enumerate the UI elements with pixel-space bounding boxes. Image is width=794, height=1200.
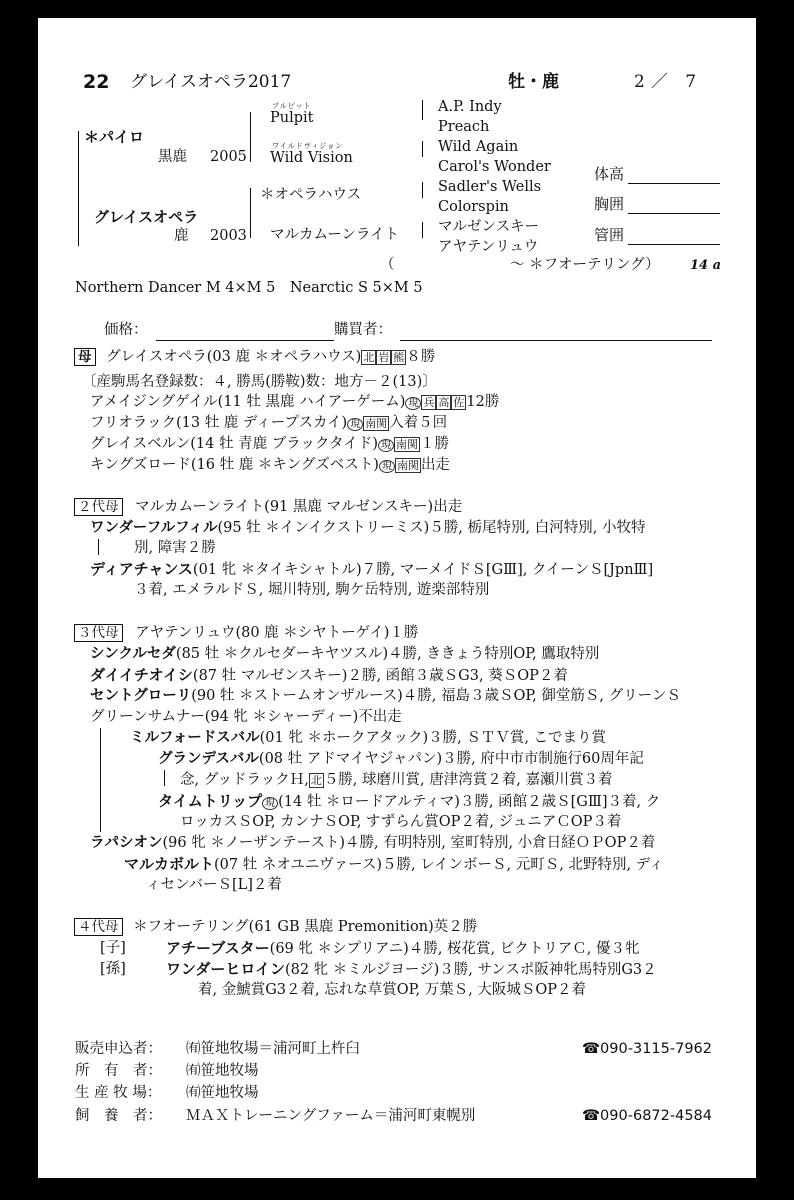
tree-line <box>164 770 165 786</box>
bracket-line <box>422 100 423 120</box>
bracket-line <box>422 141 423 157</box>
dam-color: 鹿 <box>174 228 189 244</box>
active-badge: 現 <box>379 460 395 473</box>
dam-section-head <box>74 348 435 367</box>
height-blank <box>628 183 720 184</box>
sibling-result: 出走 <box>420 457 450 473</box>
seller-label: 販売申込者： <box>75 1041 162 1057</box>
continued-line: ３着, エメラルドＳ, 堀川特別, 駒ケ岳特別, 遊楽部特別 <box>134 582 490 598</box>
catalog-page <box>38 18 756 1178</box>
sibling-entry <box>90 393 499 413</box>
descendant-record: (82 牝 ＊ミルジヨージ)３勝, サンスポ阪神牝馬特別G3２ <box>284 962 657 978</box>
sibling-text: グレイスベルン(14 牡 青鹿 ブラックタイド) <box>90 436 378 452</box>
buyer-label: 購買者： <box>334 322 392 338</box>
region-badge: 北 <box>310 774 322 787</box>
continued-line: 着, 金鯱賞G3２着, 忘れな草賞OP, 万葉Ｓ, 大阪城ＳOP２着 <box>198 982 587 998</box>
region-badge: 熊 <box>393 351 405 364</box>
region-badge: 北 <box>363 351 375 364</box>
family-number: 14 a <box>690 258 722 273</box>
dam-name: グレイスオペラ <box>94 208 199 226</box>
continued-record: ５勝, 球磨川賞, 唐津湾賞２着, 嘉瀬川賞３着 <box>323 772 613 788</box>
sibling-result: 入着５回 <box>389 415 448 431</box>
dam-wins: ８勝 <box>406 349 436 365</box>
sire-sire-ruby: プルピット <box>272 102 312 110</box>
tree-line <box>98 539 99 555</box>
region-badge: 南関 <box>365 417 388 430</box>
keeper-label: 飼 養 者： <box>75 1108 162 1124</box>
sire-color: 黒鹿 <box>158 149 187 165</box>
section-label: 母 <box>74 348 96 366</box>
descendant-name: グリーンサムナー <box>90 709 205 725</box>
inbreeding: Northern Dancer M 4×M 5 Nearctic S 5×M 5 <box>75 280 423 296</box>
owner-label: 所 有 者： <box>75 1063 162 1079</box>
active-badge: 現 <box>378 439 394 452</box>
breeder: ㈲笹地牧場 <box>186 1085 259 1101</box>
descendant-name: アチーブスター <box>166 939 270 957</box>
descendant-line <box>166 960 657 979</box>
price-label: 価格： <box>104 322 148 338</box>
descendant-name: ミルフォードスバル <box>130 730 260 746</box>
g3-1: A.P. Indy <box>438 99 502 115</box>
bracket-line <box>78 131 79 246</box>
sibling-text: アメイジングゲイル(11 牡 黒鹿 ハイアーゲーム) <box>90 394 406 410</box>
breeder-label: 生 産 牧 場： <box>75 1085 162 1101</box>
dam-line: グレイスオペラ(03 鹿 ＊オペラハウス) <box>106 349 362 365</box>
region-badge: 南関 <box>396 438 418 451</box>
owner: ㈲笹地牧場 <box>186 1063 259 1079</box>
descendant-record: (69 牝 ＊シプリアニ)４勝, 桜花賞, ビクトリアＣ, 優３牝 <box>269 941 640 957</box>
descendant-name: セントグローリ <box>90 688 192 704</box>
lot-number: 22 <box>83 71 110 93</box>
sire-name: ＊パイロ <box>84 128 145 146</box>
descendant-record: (96 牝 ＊ノーザンテースト)４勝, 有明特別, 室町特別, 小倉日経ＯＰOP２着 <box>162 835 656 851</box>
dam-sire: ＊オペラハウス <box>260 187 362 203</box>
sibling-entry <box>90 456 450 476</box>
descendant-name: マルカボルト <box>124 855 215 873</box>
g3-8: アヤテンリュウ <box>438 239 539 255</box>
sibling-entry <box>90 414 447 434</box>
girth-label: 胸囲 <box>594 195 625 213</box>
descendant-line <box>90 687 681 705</box>
descendant-record: (01 牝 ＊ホークアタック)３勝, ＳＴＶ賞, こでまり賞 <box>259 730 607 746</box>
third-dam-head <box>74 624 418 642</box>
continued-text: 念, グッドラックＨ, <box>180 772 309 788</box>
descendant-name: ダイイチオイシ <box>90 666 193 684</box>
second-dam-line: マルカムーンライト(91 黒鹿 マルゼンスキー)出走 <box>135 499 463 515</box>
g3-5: Sadler's Wells <box>438 179 542 195</box>
descendant-line <box>90 560 653 579</box>
sibling-text: キングズロード(16 牡 鹿 ＊キングズベスト) <box>90 457 379 473</box>
family-open: （ <box>380 257 395 273</box>
descendant-line <box>90 666 568 685</box>
descendant-record: (87 牡 マルゼンスキー)２勝, 函館３歳ＳG3, 葵ＳOP２着 <box>192 668 568 684</box>
cannon-blank <box>628 244 720 245</box>
sire-dam: Wild Vision <box>270 150 353 166</box>
sibling-entry <box>90 435 449 455</box>
family-line: ～ ＊フオーテリング） <box>510 257 660 273</box>
region-badge: 岩 <box>378 351 390 364</box>
descendant-record: (01 牝 ＊タイキシャトル)７勝, マーメイドＳ[GⅢ], クイーンＳ[JpnⅢ] <box>192 562 654 578</box>
sibling-result: １勝 <box>420 436 449 452</box>
sire-sire: Pulpit <box>270 110 314 126</box>
descendant-line <box>90 519 645 537</box>
section-label: ４代母 <box>74 918 123 936</box>
sibling-result: 12勝 <box>466 394 500 410</box>
descendant-line <box>158 750 644 768</box>
seller: ㈲笹地牧場＝浦河町上杵臼 <box>186 1041 360 1057</box>
g3-4: Carol's Wonder <box>438 159 551 175</box>
descendant-name: シンクルセダ <box>90 646 176 662</box>
descendant-line <box>130 729 606 747</box>
sex-color: 牡・鹿 <box>508 72 559 92</box>
descendant-record: (95 牡 ＊インイクストリーミス)５勝, 栃尾特別, 白河特別, 小牧特 <box>217 520 646 536</box>
foaling-date: 2／ 7 <box>634 72 703 92</box>
bracket-line <box>422 182 423 198</box>
descendant-record: (85 牡 ＊クルセダーキヤツスル)４勝, ききょう特別OP, 鷹取特別 <box>175 646 600 662</box>
bracket-line <box>250 112 251 162</box>
descendant-record: (90 牡 ＊ストームオンザルース)４勝, 福島３歳ＳOP, 御堂筋Ｓ, グリーンＳ <box>191 688 681 704</box>
girth-blank <box>628 213 720 214</box>
active-badge: 現 <box>405 397 421 410</box>
descendant-name: ワンダーヒロイン <box>166 960 285 978</box>
grandchild-tag: [孫] <box>100 961 126 977</box>
dam-dam: マルカムーンライト <box>270 227 400 243</box>
third-dam-line: アヤテンリュウ(80 鹿 ＊シヤトーゲイ)１勝 <box>135 625 419 641</box>
region-badge: 高 <box>438 396 450 409</box>
keeper-phone: ☎090-6872-4584 <box>582 1108 713 1124</box>
continued-line <box>180 771 612 790</box>
cannon-label: 管囲 <box>594 226 625 244</box>
descendant-name: ラパシオン <box>90 835 163 851</box>
region-badge: 南関 <box>396 459 419 472</box>
fourth-dam-head <box>74 918 477 936</box>
fourth-dam-line: ＊フオーテリング(61 GB 黒鹿 Premonition)英２勝 <box>133 919 478 935</box>
region-badge: 兵 <box>423 396 435 409</box>
descendant-line <box>166 939 640 958</box>
price-blank <box>156 340 334 341</box>
descendant-line <box>90 834 655 852</box>
sibling-text: フリオラック(13 牡 鹿 ディープスカイ) <box>90 415 348 431</box>
sire-year: 2005 <box>210 149 247 165</box>
second-dam-head <box>74 498 462 516</box>
active-badge: 現 <box>262 797 278 810</box>
horse-name: グレイスオペラ2017 <box>130 72 292 92</box>
g3-2: Preach <box>438 119 490 135</box>
descendant-name: ワンダーフルフィル <box>90 520 218 536</box>
descendant-line <box>90 708 402 726</box>
descendant-record: (14 牡 ＊ロードアルティマ)３勝, 函館２歳Ｓ[GⅢ]３着, ク <box>278 794 661 810</box>
buyer-blank <box>400 340 712 341</box>
descendant-name: タイムトリップ <box>158 792 263 810</box>
continued-line: 別, 障害２勝 <box>134 540 216 556</box>
descendant-name: ディアチャンス <box>90 560 193 578</box>
descendant-line <box>124 855 664 874</box>
bracket-line <box>250 188 251 238</box>
descendant-record: (08 牡 アドマイヤジャパン)３勝, 府中市市制施行60周年記 <box>258 751 644 767</box>
descendant-line <box>90 645 599 663</box>
descendant-name: グランデスバル <box>158 751 259 767</box>
seller-phone: ☎090-3115-7962 <box>582 1041 713 1057</box>
descendant-line <box>158 792 660 813</box>
keeper: ＭＡＸトレーニングファーム＝浦河町東幌別 <box>186 1108 476 1124</box>
continued-line: ィセンバーＳ[L]２着 <box>146 877 282 893</box>
g3-6: Colorspin <box>438 199 509 215</box>
dam-year: 2003 <box>210 228 247 244</box>
section-label: ３代母 <box>74 624 123 642</box>
sire-dam-ruby: ワイルドヴィジョン <box>272 142 344 150</box>
continued-line: ロッカスＳOP, カンナＳOP, すずらん賞OP２着, ジュニアＣOP３着 <box>180 814 622 830</box>
bracket-line <box>422 222 423 238</box>
tree-line <box>100 728 101 832</box>
section-label: ２代母 <box>74 498 123 516</box>
descendant-record: (94 牝 ＊シャーディー)不出走 <box>204 709 402 725</box>
height-label: 体高 <box>594 165 625 183</box>
active-badge: 現 <box>347 418 363 431</box>
offspring-stats: 〔産駒馬名登録数：４, 勝馬(勝鞍)数：地方－２(13)〕 <box>82 374 437 390</box>
child-tag: [子] <box>100 940 126 956</box>
region-badge: 佐 <box>453 396 465 409</box>
descendant-record: (07 牡 ネオユニヴァース)５勝, レインボーＳ, 元町Ｓ, 北野特別, ディ <box>214 857 664 873</box>
g3-7: マルゼンスキー <box>438 219 540 235</box>
g3-3: Wild Again <box>438 139 519 155</box>
